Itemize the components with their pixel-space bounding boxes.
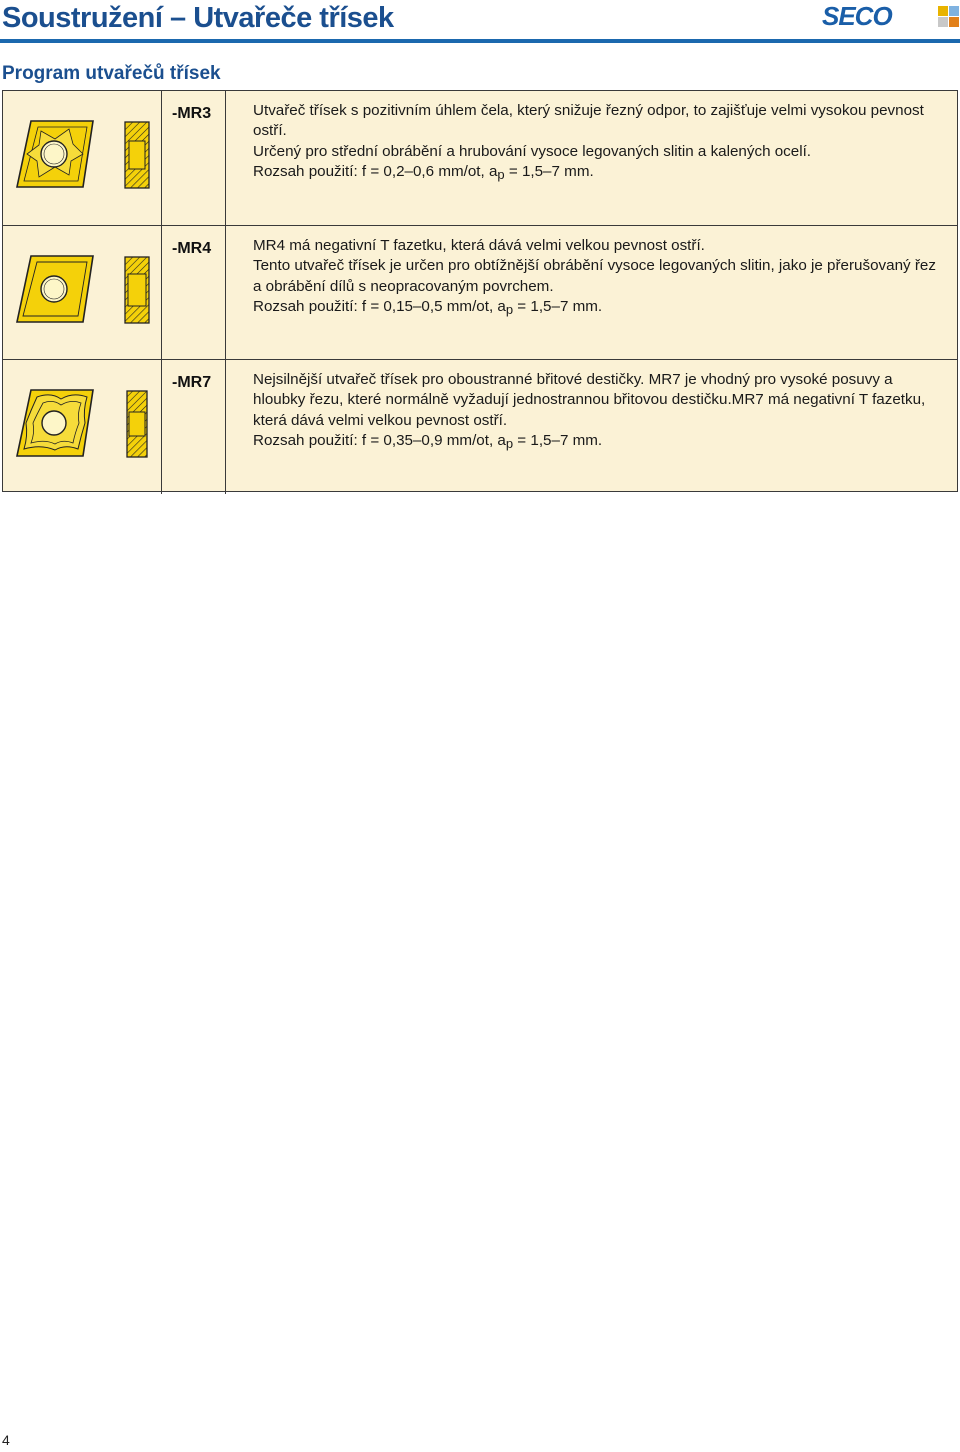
insert-mr4-icon [11, 244, 153, 344]
logo-square-gray [938, 17, 948, 27]
logo-square-blue [949, 6, 959, 16]
description-line: Nejsilnější utvařeč třísek pro oboustranné břitové destičky. MR7 je vhodný pro vysoké posuvy a hloubky řezu, které normálně vyžadují jednostrannou břitovou destičku.MR7 má negativní T fazetku, která dává velmi velkou pevnost ostří. [253, 371, 926, 429]
chipbreaker-code: -MR4 [172, 240, 212, 257]
chipbreaker-code: -MR3 [172, 105, 212, 122]
application-range [253, 297, 943, 317]
logo-square-orange [949, 17, 959, 27]
range-suffix: = 1,5–7 mm. [513, 431, 603, 449]
description-cell [226, 226, 957, 360]
application-range [253, 431, 943, 451]
logo-text: SECO [822, 1, 892, 31]
range-subscript: p [505, 301, 514, 317]
description-cell [226, 360, 957, 494]
description [253, 101, 943, 182]
range-prefix: Rozsah použití: f = 0,15–0,5 mm/ot, a [253, 297, 506, 315]
seco-logo [820, 1, 960, 31]
description-line: MR4 má negativní T fazetku, která dává velmi velkou pevnost ostří. [253, 237, 705, 254]
insert-image-cell [3, 360, 162, 494]
description [253, 370, 943, 451]
range-prefix: Rozsah použití: f = 0,35–0,9 mm/ot, a [253, 431, 506, 449]
insert-image-cell [3, 226, 162, 360]
description-cell [226, 91, 957, 225]
insert-image-cell [3, 91, 162, 225]
table-row [3, 359, 957, 494]
section-title: Program utvařečů třísek [2, 63, 221, 84]
page-number: 4 [2, 1432, 10, 1448]
chipbreaker-code-cell [162, 226, 226, 360]
insert-mr7-icon [11, 378, 153, 478]
table-row [3, 225, 957, 360]
description-line: Určený pro střední obrábění a hrubování vysoce legovaných slitin a kalených ocelí. [253, 142, 812, 160]
page-header [0, 0, 960, 44]
range-prefix: Rozsah použití: f = 0,2–0,6 mm/ot, a [253, 162, 498, 180]
insert-mr3-icon [11, 109, 153, 209]
range-suffix: = 1,5–7 mm. [504, 162, 594, 180]
header-rule [0, 39, 960, 43]
table-row [3, 91, 957, 225]
range-subscript: p [497, 166, 505, 182]
application-range [253, 162, 943, 182]
page-title: Soustružení – Utvařeče třísek [2, 2, 394, 34]
range-subscript: p [505, 435, 514, 451]
logo-squares-icon [938, 6, 960, 28]
chipbreaker-table [2, 90, 958, 492]
chipbreaker-code-cell [162, 360, 226, 494]
chipbreaker-code-cell [162, 91, 226, 225]
chipbreaker-code: -MR7 [172, 374, 212, 391]
description-line: Tento utvařeč třísek je určen pro obtížnější obrábění vysoce legovaných slitin, jako je přerušovaný řez a obrábění dílů s neopracovaným povrchem. [253, 257, 936, 295]
description-line: Utvařeč třísek s pozitivním úhlem čela, který snižuje řezný odpor, to zajišťuje velmi vysokou pevnost ostří. [253, 102, 924, 140]
description [253, 236, 943, 317]
logo-square-yellow [938, 6, 948, 16]
range-suffix: = 1,5–7 mm. [513, 297, 603, 315]
